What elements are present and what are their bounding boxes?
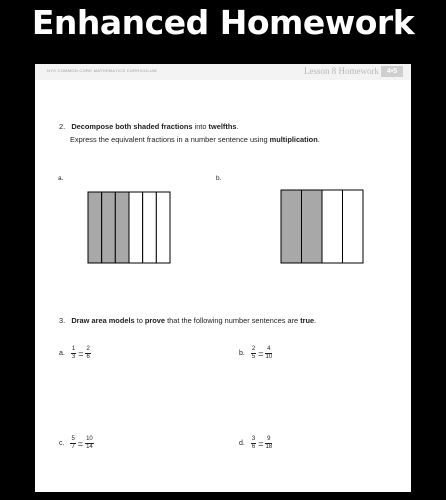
fraction-numerator: 2 [86,346,90,352]
fraction-denominator: 5 [251,354,256,360]
fraction-denominator: 7 [71,444,75,450]
problem-3-text-1: to [134,316,145,325]
problem-2-instruction-2 [70,135,320,144]
fraction-numerator: 4 [267,346,271,352]
problem-2-text-2: . [236,122,239,131]
equals-sign: = [77,438,84,449]
sentence-a-label: a. [59,350,65,357]
fraction-a-right [85,346,90,361]
problem-3-text-3: . [314,316,317,325]
problem-3-text-2: that the following number sentences are [165,316,301,325]
model-b-shaded-part [302,190,323,263]
fraction-numerator: 5 [71,436,75,442]
fraction-a-left [71,346,76,361]
fraction-c-right [85,436,94,451]
problem-2-instruction [59,122,239,131]
fraction-denominator: 6 [251,444,256,450]
problem-2-number: 2. [59,122,66,131]
sentence-b-label: b. [239,350,245,357]
fraction-denominator: 14 [86,444,93,450]
problem-2-text-1: into [192,122,209,131]
model-a-shaded-part [88,192,102,263]
model-a-unshaded-part [156,192,170,263]
fraction-denominator: 6 [86,354,90,360]
fraction-denominator: 18 [265,444,273,450]
problem-2-text-3: Express the equivalent fractions in a number sentence using [70,135,270,144]
fraction-b-right [265,346,272,361]
problem-3-emph-3: true [300,316,315,325]
number-sentence-a [59,346,91,361]
area-model-a [87,191,171,264]
fraction-d-left [251,436,256,451]
problem-2-emph-3: multiplication [269,135,318,144]
problem-3-instruction [59,316,316,325]
fraction-denominator: 3 [71,354,76,360]
page-header [35,64,411,80]
model-a-unshaded-part [129,192,143,263]
fraction-denominator: 10 [265,354,273,360]
fraction-numerator: 1 [71,346,76,352]
equals-sign: = [78,348,84,359]
problem-2a-label: a. [58,175,64,182]
problem-2-emph-2: twelfths [208,122,237,131]
equals-sign: = [258,438,264,449]
sentence-d-label: d. [239,440,245,447]
lesson-title: Lesson 8 Homework [304,66,379,76]
number-sentence-b [239,346,272,361]
model-b-unshaded-part [322,190,343,263]
fraction-numerator: 9 [267,436,271,442]
number-sentence-d [239,436,272,451]
sentence-c-label: c. [59,440,65,447]
model-a-shaded-part [115,192,129,263]
problem-2-text-4: . [317,135,320,144]
fraction-numerator: 10 [86,436,93,442]
worksheet-page [35,64,411,492]
problem-3-emph-2: prove [144,316,166,325]
model-b-unshaded-part [343,190,364,263]
fraction-numerator: 2 [251,346,256,352]
curriculum-label: NYS COMMON CORE MATHEMATICS CURRICULUM [47,68,157,73]
problem-3-number: 3. [59,316,66,325]
module-badge: 4•5 [381,66,403,77]
problem-2b-label: b. [216,175,222,182]
fraction-d-right [265,436,272,451]
fraction-numerator: 3 [251,436,256,442]
model-a-shaded-part [102,192,116,263]
banner-title: Enhanced Homework [31,3,415,42]
model-a-unshaded-part [143,192,157,263]
number-sentence-c [59,436,94,451]
fraction-b-left [251,346,256,361]
problem-2-emph-1: Decompose both shaded fractions [71,122,193,131]
model-b-shaded-part [281,190,302,263]
problem-3-emph-1: Draw area models [71,316,135,325]
fraction-c-left [70,436,75,451]
area-model-b [280,189,364,264]
equals-sign: = [258,348,264,359]
